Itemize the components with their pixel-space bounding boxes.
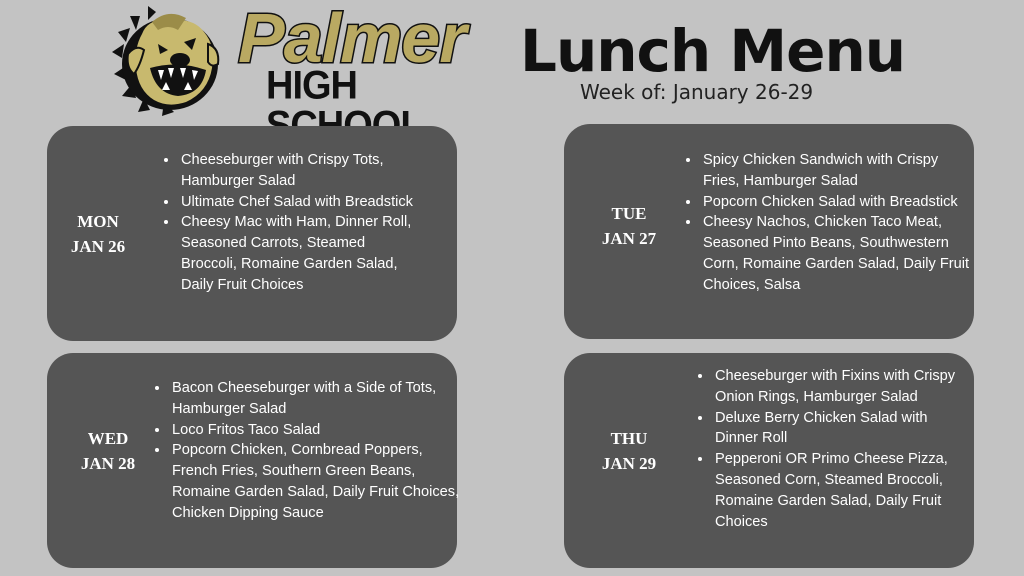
menu-item: • Pepperoni OR Primo Cheese Pizza, Seasoned Corn, Steamed Broccoli, Romaine Garden Salad, Daily Fruit Choices <box>713 449 963 532</box>
page-title: Lunch Menu <box>520 17 906 85</box>
weekday: MON <box>77 212 119 231</box>
date: JAN 27 <box>601 229 657 248</box>
date: JAN 28 <box>80 454 136 473</box>
menu-item: • Deluxe Berry Chicken Salad with Dinner Roll <box>713 408 963 450</box>
bulldog-mascot-logo <box>108 4 230 116</box>
menu-item: • Ultimate Chef Salad with Breadstick <box>179 192 417 213</box>
menu-items-list <box>685 150 973 296</box>
menu-card-tuesday <box>564 124 974 339</box>
menu-item: • Popcorn Chicken, Cornbread Poppers, French Fries, Southern Green Beans, Romaine Garden Salad, Daily Fruit Choices, Chicken Dipping Sauce <box>170 440 460 523</box>
school-name: Palmer <box>238 0 466 76</box>
menu-card-wednesday <box>47 353 460 568</box>
menu-item: • Cheeseburger with Fixins with Crispy Onion Rings, Hamburger Salad <box>713 366 963 408</box>
menu-item: • Cheesy Mac with Ham, Dinner Roll, Seasoned Carrots, Steamed Broccoli, Romaine Garden Salad, Daily Fruit Choices <box>179 212 417 295</box>
weekday: TUE <box>611 204 647 223</box>
date: JAN 26 <box>70 237 126 256</box>
menu-items-list <box>154 378 460 524</box>
menu-item: • Bacon Cheeseburger with a Side of Tots, Hamburger Salad <box>170 378 460 420</box>
day-label <box>47 209 149 259</box>
menu-items-list <box>163 150 417 296</box>
menu-item: • Popcorn Chicken Salad with Breadstick <box>701 192 973 213</box>
menu-card-thursday <box>564 353 974 568</box>
day-label <box>47 426 169 476</box>
menu-items-list <box>697 366 963 532</box>
menu-item: • Cheesy Nachos, Chicken Taco Meat, Seasoned Pinto Beans, Southwestern Corn, Romaine Garden Salad, Daily Fruit Choices, Salsa <box>701 212 973 295</box>
menu-item: • Loco Fritos Taco Salad <box>170 420 460 441</box>
menu-card-monday <box>47 126 457 341</box>
weekday: THU <box>610 429 648 448</box>
menu-item: • Cheeseburger with Crispy Tots, Hamburger Salad <box>179 150 417 192</box>
date: JAN 29 <box>601 454 657 473</box>
week-of-subtitle: Week of: January 26-29 <box>580 80 814 104</box>
menu-item: • Spicy Chicken Sandwich with Crispy Fries, Hamburger Salad <box>701 150 973 192</box>
weekday: WED <box>87 429 129 448</box>
school-type: HIGH <box>266 64 357 109</box>
day-label <box>564 201 694 251</box>
day-label <box>564 426 694 476</box>
